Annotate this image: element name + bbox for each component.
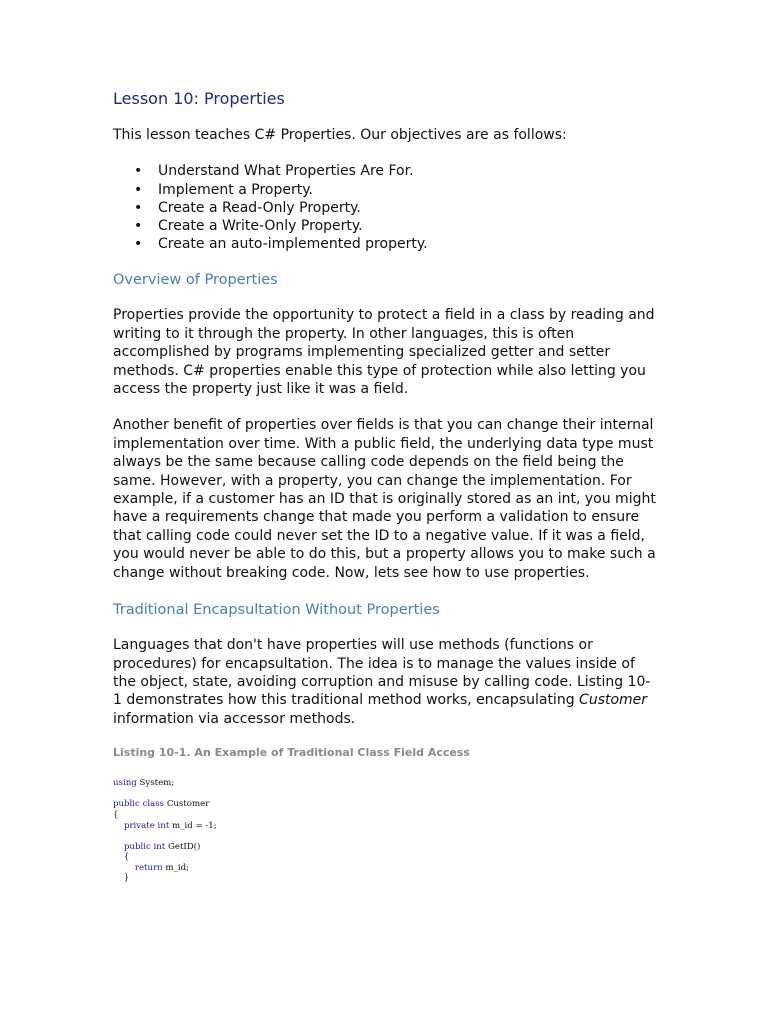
traditional-text-start: Languages that don't have properties will use methods (functions or procedures) for encapsultation. The idea is to manage the values inside of the object, state, avoiding corruption and misuse by calling code. Listing 10-1 demonstrates how this traditional method works, encapsulating xyxy=(113,637,651,709)
overview-paragraph-1: Properties provide the opportunity to protect a field in a class by reading and writing to it through the property. In other languages, this is often accomplished by programs implementing specialized getter and setter methods. C# properties enable this type of protection while also letting you access the property just like it was a field. xyxy=(113,307,655,398)
list-item xyxy=(113,235,656,253)
bullet-icon: • xyxy=(134,181,143,198)
code-keyword: public int xyxy=(123,841,166,852)
code-keyword: using xyxy=(113,778,137,789)
code-line xyxy=(113,842,656,853)
list-item xyxy=(113,162,656,180)
list-item xyxy=(113,199,656,217)
objectives-list xyxy=(113,162,656,253)
objective-text: Create a Read-Only Property. xyxy=(158,199,361,216)
overview-heading: Overview of Properties xyxy=(113,272,278,289)
code-text: System; xyxy=(136,778,175,789)
code-line xyxy=(113,778,656,789)
bullet-icon: • xyxy=(134,236,143,253)
code-text: Customer xyxy=(164,799,210,810)
code-indent xyxy=(113,842,124,852)
code-indent xyxy=(113,821,124,831)
list-item xyxy=(113,217,656,235)
objective-text: Implement a Property. xyxy=(158,181,313,198)
listing-caption: Listing 10-1. An Example of Traditional Class Field Access xyxy=(113,746,470,760)
code-text: GetID() xyxy=(165,841,201,852)
code-line xyxy=(113,821,656,832)
bullet-icon: • xyxy=(134,199,143,216)
objective-text: Create an auto-implemented property. xyxy=(158,236,428,253)
code-line: { xyxy=(113,852,130,863)
traditional-text-end: information via accessor methods. xyxy=(113,710,356,727)
list-item xyxy=(113,181,656,199)
overview-paragraph-2: Another benefit of properties over fields is that you can change their internal implementation over time. With a public field, the underlying data type must always be the same because calling code depends on the field being the same. However, with a property, you can change the implementation. For example, if a customer has an ID that is originally stored as an int, you might have a requirements change that made you perform a validation to ensure that calling code could never set the ID to a negative value. If it was a field, you would never be able to do this, but a property allows you to make such a change without breaking code. Now, lets see how to use properties. xyxy=(113,417,656,581)
code-line: } xyxy=(113,873,130,884)
traditional-paragraph xyxy=(113,636,656,728)
code-line xyxy=(113,863,656,874)
code-line xyxy=(113,799,656,810)
code-keyword: public class xyxy=(113,799,165,810)
code-text: m_id; xyxy=(162,862,190,873)
code-blank-line xyxy=(113,831,656,842)
bullet-icon: • xyxy=(134,163,143,180)
lesson-title: Lesson 10: Properties xyxy=(113,89,285,108)
code-keyword: return xyxy=(134,862,163,873)
code-blank-line xyxy=(113,789,656,800)
code-text: m_id = -1; xyxy=(169,820,217,831)
intro-paragraph: This lesson teaches C# Properties. Our objectives are as follows: xyxy=(113,127,567,143)
code-indent xyxy=(113,863,135,873)
code-line: { xyxy=(113,809,119,820)
objective-text: Create a Write-Only Property. xyxy=(158,218,363,235)
customer-emphasis: Customer xyxy=(579,692,648,709)
objective-text: Understand What Properties Are For. xyxy=(158,163,414,180)
traditional-heading: Traditional Encapsultation Without Properties xyxy=(113,602,440,619)
code-listing xyxy=(113,778,656,884)
code-keyword: private int xyxy=(123,820,170,831)
bullet-icon: • xyxy=(134,218,143,235)
